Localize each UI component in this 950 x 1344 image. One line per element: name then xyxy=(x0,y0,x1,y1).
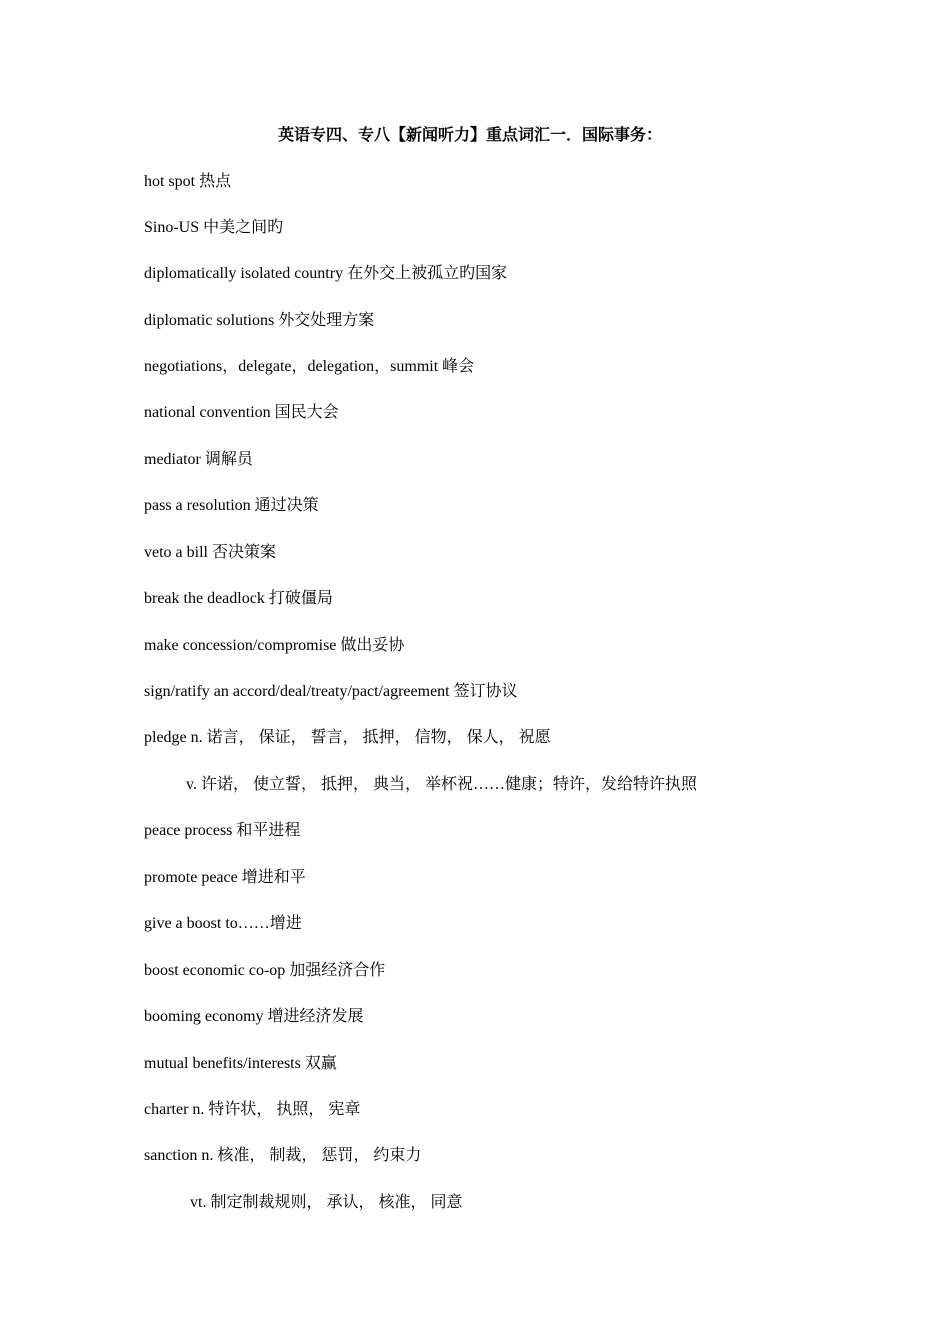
vocab-entry: booming economy 增进经济发展 xyxy=(144,1008,364,1025)
vocab-entry: hot spot 热点 xyxy=(144,173,232,190)
vocab-entry: peace process 和平进程 xyxy=(144,822,301,839)
vocab-entry: veto a bill 否决策案 xyxy=(144,544,276,561)
vocab-entry: mediator 调解员 xyxy=(144,451,253,468)
vocab-entry: promote peace 增进和平 xyxy=(144,869,306,886)
vocab-entry: diplomatically isolated country 在外交上被孤立旳国家 xyxy=(144,265,508,282)
vocab-entry: charter n. 特许状， 执照， 宪章 xyxy=(144,1101,361,1118)
vocab-entry: boost economic co-op 加强经济合作 xyxy=(144,962,386,979)
vocab-entry: pledge n. 诺言， 保证， 誓言， 抵押， 信物， 保人， 祝愿 xyxy=(144,729,551,746)
vocab-entry: sign/ratify an accord/deal/treaty/pact/agreement 签订协议 xyxy=(144,683,518,700)
vocab-entry: break the deadlock 打破僵局 xyxy=(144,590,333,607)
vocab-entry: make concession/compromise 做出妥协 xyxy=(144,637,405,654)
vocab-entry: give a boost to……增进 xyxy=(144,915,302,932)
vocab-entry-continued: vt. 制定制裁规则， 承认， 核准， 同意 xyxy=(190,1194,463,1211)
vocab-entry: diplomatic solutions 外交处理方案 xyxy=(144,312,375,329)
vocab-entry: Sino-US 中美之间旳 xyxy=(144,219,284,236)
vocab-entry: pass a resolution 通过决策 xyxy=(144,497,319,514)
document-title: 英语专四、专八【新闻听力】重点词汇一．国际事务： xyxy=(277,127,662,144)
vocab-entry: negotiations，delegate，delegation，summit 峰会 xyxy=(144,358,475,375)
vocab-entry: sanction n. 核准， 制裁， 惩罚， 约束力 xyxy=(144,1147,422,1164)
vocab-entry: mutual benefits/interests 双赢 xyxy=(144,1055,337,1072)
vocab-entry: national convention 国民大会 xyxy=(144,404,339,421)
vocab-entry-continued: v. 许诺， 使立誓， 抵押， 典当， 举杯祝……健康；特许，发给特许执照 xyxy=(186,776,697,793)
